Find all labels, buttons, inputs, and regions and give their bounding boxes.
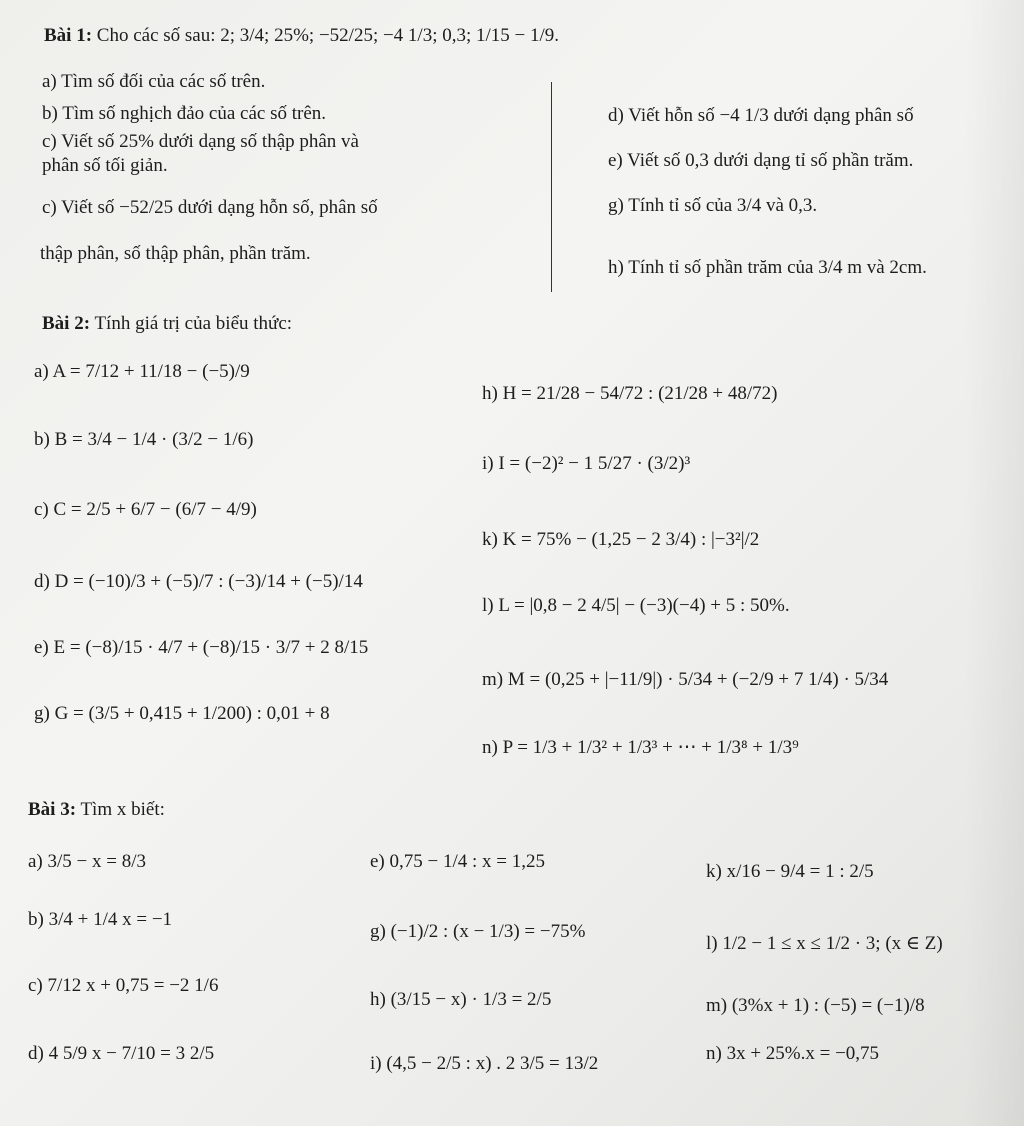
bai1-c1-line1: c) Viết số 25% dưới dạng số thập phân và bbox=[42, 131, 359, 152]
bai3-title: Bài 3: bbox=[28, 799, 77, 820]
bai1-intro-line bbox=[44, 26, 559, 45]
bai2-title: Bài 2: bbox=[42, 313, 91, 334]
bai1-d: d) Viết hỗn số −4 1/3 dưới dạng phân số bbox=[608, 105, 914, 126]
bai1-e: e) Viết số 0,3 dưới dạng tỉ số phần trăm. bbox=[608, 150, 914, 171]
bai2-a: a) A = 7/12 + 11/18 − (−5)/9 bbox=[34, 361, 250, 382]
paper-shadow bbox=[964, 0, 1024, 1126]
bai3-h: h) (3/15 − x) · 1/3 = 2/5 bbox=[370, 989, 552, 1010]
bai1-b: b) Tìm số nghịch đảo của các số trên. bbox=[42, 103, 327, 124]
bai2-c: c) C = 2/5 + 6/7 − (6/7 − 4/9) bbox=[34, 499, 257, 520]
bai2-h: h) H = 21/28 − 54/72 : (21/28 + 48/72) bbox=[482, 383, 778, 404]
bai1-g: g) Tính tỉ số của 3/4 và 0,3. bbox=[608, 195, 818, 216]
bai2-intro: Tính giá trị của biểu thức: bbox=[94, 313, 293, 334]
bai3-k: k) x/16 − 9/4 = 1 : 2/5 bbox=[706, 861, 874, 882]
bai1-intro: Cho các số sau: 2; 3/4; 25%; −52/25; −4 1/3; 0,3; 1/15 − 1/9. bbox=[96, 25, 560, 46]
bai2-n: n) P = 1/3 + 1/3² + 1/3³ + ⋯ + 1/3⁸ + 1/3⁹ bbox=[482, 737, 799, 758]
bai1-c2-line2: thập phân, số thập phân, phần trăm. bbox=[40, 243, 311, 264]
bai2-b: b) B = 3/4 − 1/4 · (3/2 − 1/6) bbox=[34, 429, 254, 450]
bai3-heading bbox=[28, 800, 165, 819]
bai3-b: b) 3/4 + 1/4 x = −1 bbox=[28, 909, 173, 930]
bai3-a: a) 3/5 − x = 8/3 bbox=[28, 851, 146, 872]
bai3-l: l) 1/2 − 1 ≤ x ≤ 1/2 · 3; (x ∈ Z) bbox=[706, 933, 943, 954]
bai3-c: c) 7/12 x + 0,75 = −2 1/6 bbox=[28, 975, 219, 996]
bai3-g: g) (−1)/2 : (x − 1/3) = −75% bbox=[370, 921, 586, 942]
bai2-g: g) G = (3/5 + 0,415 + 1/200) : 0,01 + 8 bbox=[34, 703, 330, 724]
bai1-c2-line1: c) Viết số −52/25 dưới dạng hỗn số, phân số bbox=[42, 197, 378, 218]
bai2-heading bbox=[42, 314, 292, 333]
bai2-e: e) E = (−8)/15 · 4/7 + (−8)/15 · 3/7 + 2 8/15 bbox=[34, 637, 369, 658]
bai3-m: m) (3%x + 1) : (−5) = (−1)/8 bbox=[706, 995, 925, 1016]
bai2-l: l) L = |0,8 − 2 4/5| − (−3)(−4) + 5 : 50%. bbox=[482, 595, 790, 616]
column-divider bbox=[551, 82, 552, 292]
bai1-title: Bài 1: bbox=[44, 25, 93, 46]
bai2-k: k) K = 75% − (1,25 − 2 3/4) : |−3²|/2 bbox=[482, 529, 760, 550]
bai3-n: n) 3x + 25%.x = −0,75 bbox=[706, 1043, 880, 1064]
bai1-h: h) Tính tỉ số phần trăm của 3/4 m và 2cm. bbox=[608, 257, 927, 278]
bai3-i: i) (4,5 − 2/5 : x) . 2 3/5 = 13/2 bbox=[370, 1053, 599, 1074]
bai3-intro: Tìm x biết: bbox=[80, 799, 165, 820]
bai2-i: i) I = (−2)² − 1 5/27 · (3/2)³ bbox=[482, 453, 691, 474]
bai1-a: a) Tìm số đối của các số trên. bbox=[42, 71, 266, 92]
bai1-c1-line2: phân số tối giản. bbox=[42, 155, 168, 176]
bai3-d: d) 4 5/9 x − 7/10 = 3 2/5 bbox=[28, 1043, 215, 1064]
bai2-d: d) D = (−10)/3 + (−5)/7 : (−3)/14 + (−5)/14 bbox=[34, 571, 363, 592]
bai3-e: e) 0,75 − 1/4 : x = 1,25 bbox=[370, 851, 545, 872]
bai2-m: m) M = (0,25 + |−11/9|) · 5/34 + (−2/9 + 7 1/4) · 5/34 bbox=[482, 669, 889, 690]
